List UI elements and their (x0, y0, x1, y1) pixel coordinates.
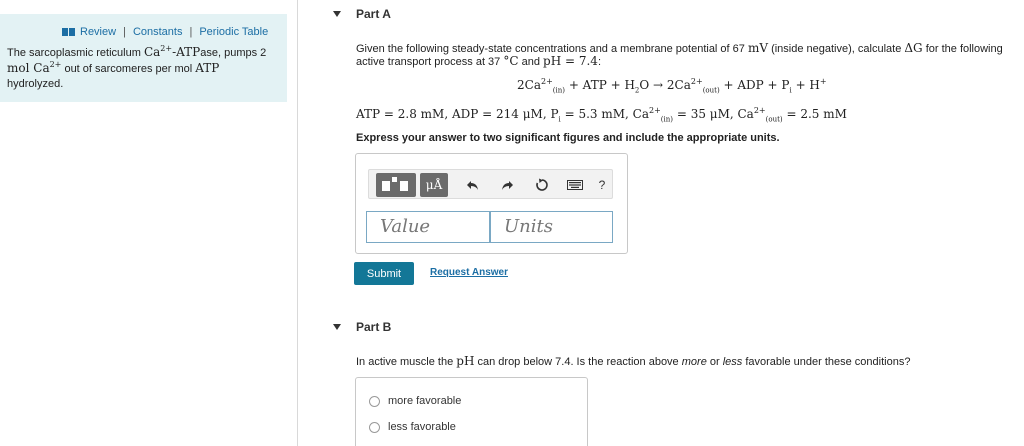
units-symbol-icon[interactable]: μÅ (420, 173, 448, 197)
reaction-equation: $2Ca^{2+}_{(in)}$ + ATP + $H_2O \to 2Ca^{2+}_{(out)}$ + ADP + $P_i + H^+$ (517, 77, 827, 95)
part-b-question: In active muscle the pH can drop below 7.4. Is the reaction above more or less favorable under these conditions? (356, 354, 911, 368)
choice-label: more favorable (388, 395, 462, 407)
keyboard-icon[interactable] (564, 173, 586, 197)
left-panel (0, 0, 298, 446)
submit-button[interactable]: Submit (354, 262, 414, 285)
part-a-question: Given the following steady-state concentrations and a membrane potential of 67 mV (inside negative), calculate ΔG for the following active transport process at 37 °C and pH = 7.4: (356, 41, 1003, 68)
desc-text: The sarcoplasmic reticulum (7, 47, 144, 59)
book-icon (62, 28, 75, 36)
reset-icon[interactable] (531, 173, 553, 197)
desc-text: hydrolyzed. (7, 78, 64, 90)
value-input[interactable]: Value (366, 211, 490, 243)
undo-icon[interactable] (461, 173, 483, 197)
choice-less-favorable[interactable] (369, 421, 456, 433)
redo-icon[interactable] (496, 173, 518, 197)
desc-text: ase, pumps 2 (200, 47, 267, 59)
link-separator: | (189, 26, 193, 38)
desc-atp: ATP (195, 61, 220, 75)
resource-links (62, 26, 268, 38)
link-separator: | (123, 26, 126, 38)
part-b-header[interactable] (333, 320, 391, 334)
constants-link[interactable]: Constants (132, 26, 183, 38)
request-answer-link[interactable]: Request Answer (430, 267, 508, 278)
problem-description: The sarcoplasmic reticulum $Ca^{2+}$-ATPase, pumps 2 mol $Ca^{2+}$ out of sarcomeres per mol ATP hydrolyzed. (7, 44, 267, 90)
template-icon[interactable] (376, 173, 416, 197)
choice-more-favorable[interactable] (369, 395, 461, 407)
desc-mol: mol Ca (7, 61, 50, 75)
periodic-table-link[interactable]: Periodic Table (199, 26, 269, 38)
answer-box (355, 153, 628, 254)
units-input[interactable]: Units (490, 211, 613, 243)
problem-info-box (0, 14, 287, 102)
ca-ion: $Ca^{2+}$ (143, 44, 173, 59)
answer-instruction: Express your answer to two significant figures and include the appropriate units. (356, 132, 780, 144)
desc-atp: -ATP (172, 45, 201, 59)
part-a-title: Part A (356, 7, 391, 21)
choice-label: less favorable (388, 421, 456, 433)
part-b-title: Part B (356, 320, 392, 334)
concentrations-equation: ATP = 2.8 mM, ADP = 214 μM, $P_i = 5.3$ mM, $Ca^{2+}_{(in)} = 35$ μM, $Ca^{2+}_{(out)} = 2.5$ mM (356, 106, 847, 124)
math-toolbar (368, 169, 613, 199)
desc-text: out of sarcomeres per mol (61, 63, 196, 75)
collapse-triangle-icon[interactable] (333, 324, 341, 330)
choices-box (355, 377, 588, 446)
help-icon[interactable]: ? (598, 178, 606, 192)
radio-button[interactable] (369, 396, 380, 407)
review-link[interactable]: Review (80, 26, 117, 38)
collapse-triangle-icon[interactable] (333, 11, 341, 17)
radio-button[interactable] (369, 422, 380, 433)
part-a-header[interactable] (333, 7, 391, 21)
